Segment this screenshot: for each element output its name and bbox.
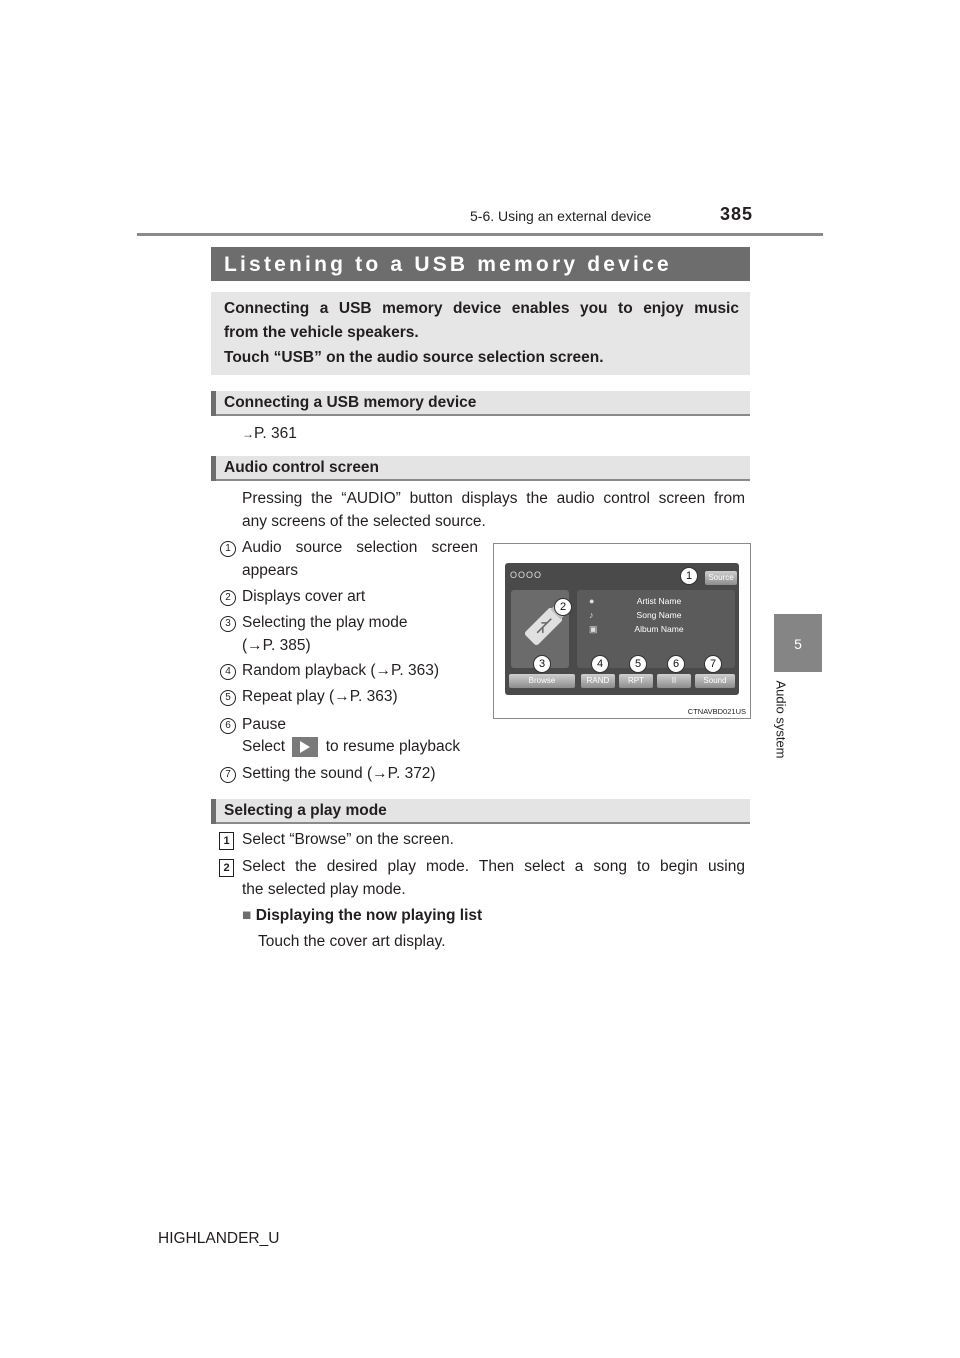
- item-text: Repeat play (→P. 363): [242, 688, 398, 705]
- intro-text: from the vehicle speakers.: [224, 324, 419, 341]
- artist-name: Artist Name: [636, 596, 682, 606]
- item-text: Pause: [242, 716, 286, 733]
- callout-4: 4: [591, 655, 609, 673]
- intro-text: Connecting a USB memory device enables you to enjoy music: [224, 300, 739, 317]
- item-text: Audio source selection screen: [242, 539, 478, 556]
- music-note-icon: ♪: [589, 610, 594, 620]
- chapter-number: 5: [794, 636, 802, 652]
- item-text: appears: [242, 562, 299, 579]
- section-heading-play-mode: [211, 799, 750, 824]
- repeat-button[interactable]: RPT: [619, 674, 653, 688]
- section-heading-text: Audio control screen: [224, 459, 380, 476]
- sub-text: Touch the cover art display.: [258, 933, 446, 950]
- step-number-2: 2: [219, 859, 234, 877]
- callout-6: 6: [667, 655, 685, 673]
- item-text: Select: [242, 738, 286, 756]
- callout-1: 1: [680, 567, 698, 585]
- paragraph-line: Pressing the “AUDIO” button displays the audio control screen from: [242, 490, 745, 507]
- person-icon: ●: [589, 596, 595, 606]
- sub-heading: [242, 907, 482, 925]
- figure-caption: CTNAVBD021US: [687, 707, 746, 716]
- page-number: 385: [720, 204, 754, 224]
- item-text: (→P. 385): [242, 637, 311, 654]
- paragraph-line: any screens of the selected source.: [242, 513, 486, 530]
- page-reference: [242, 425, 297, 443]
- step-number-1: 1: [219, 832, 234, 850]
- item-text-line: [242, 737, 460, 757]
- play-icon: [292, 737, 318, 757]
- item-number-6: 6: [220, 718, 236, 734]
- song-name: Song Name: [636, 610, 682, 620]
- item-number-1: 1: [220, 541, 236, 557]
- section-heading-text: Connecting a USB memory device: [224, 394, 477, 411]
- album-name: Album Name: [634, 624, 684, 634]
- status-dots: OOOO: [510, 570, 543, 580]
- callout-5: 5: [629, 655, 647, 673]
- step-text: the selected play mode.: [242, 881, 406, 898]
- item-text: Random playback (→P. 363): [242, 662, 440, 679]
- album-icon: ▣: [589, 624, 598, 634]
- item-number-4: 4: [220, 664, 236, 680]
- page-title-band: [211, 247, 750, 281]
- sub-heading-text: Displaying the now playing list: [255, 907, 483, 924]
- sound-button[interactable]: Sound: [695, 674, 735, 688]
- callout-3: 3: [533, 655, 551, 673]
- pause-button[interactable]: II: [657, 674, 691, 688]
- intro-box: [211, 292, 750, 375]
- chapter-title: Audio system: [773, 680, 789, 759]
- square-bullet-icon: ■: [242, 907, 252, 924]
- item-text: to resume playback: [325, 738, 461, 756]
- item-text: Selecting the play mode: [242, 614, 408, 631]
- footer-model: HIGHLANDER_U: [158, 1230, 280, 1247]
- item-number-2: 2: [220, 590, 236, 606]
- audio-control-screen-figure: [493, 543, 751, 719]
- section-heading-audio-control: [211, 456, 750, 481]
- item-text: Setting the sound (→P. 372): [242, 765, 436, 782]
- intro-text: Touch “USB” on the audio source selection screen.: [224, 349, 604, 366]
- item-text: Displays cover art: [242, 588, 366, 605]
- screen-mockup: [505, 563, 739, 695]
- section-heading-connecting: [211, 391, 750, 416]
- step-text: Select the desired play mode. Then select a song to begin using: [242, 858, 745, 875]
- callout-2: 2: [554, 598, 572, 616]
- random-button[interactable]: RAND: [581, 674, 615, 688]
- header-rule: [137, 233, 823, 236]
- source-button[interactable]: Source: [705, 571, 737, 585]
- browse-button[interactable]: Browse: [509, 674, 575, 688]
- running-header-section: 5-6. Using an external device: [470, 208, 652, 224]
- reference-text: P. 361: [254, 425, 297, 442]
- item-number-7: 7: [220, 767, 236, 783]
- section-heading-text: Selecting a play mode: [224, 802, 387, 819]
- callout-7: 7: [704, 655, 722, 673]
- arrow-icon: →: [242, 427, 254, 441]
- page-title: Listening to a USB memory device: [224, 253, 672, 276]
- item-number-3: 3: [220, 616, 236, 632]
- step-text: Select “Browse” on the screen.: [242, 831, 454, 848]
- item-number-5: 5: [220, 690, 236, 706]
